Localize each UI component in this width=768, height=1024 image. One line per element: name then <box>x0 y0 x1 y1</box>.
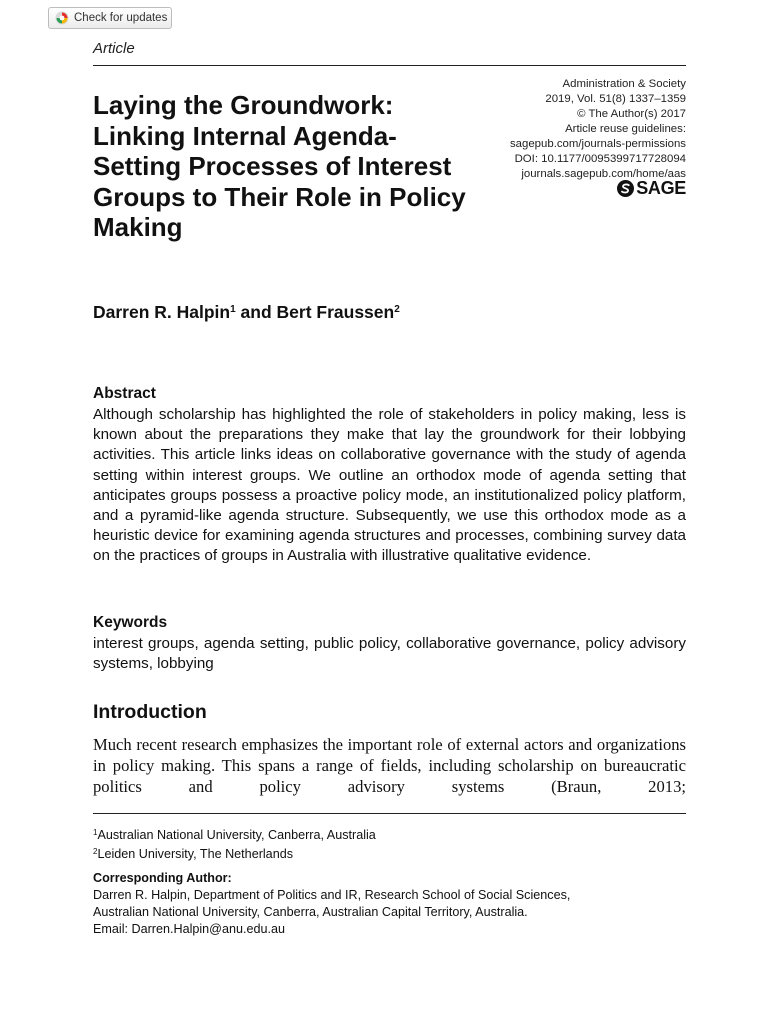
affiliation-mark: 1 <box>230 304 236 315</box>
footnote-mark: 2 <box>93 846 98 856</box>
top-divider <box>93 65 686 66</box>
check-for-updates-button[interactable] <box>48 7 172 29</box>
article-title: Laying the Groundwork: Linking Internal Agenda-Setting Processes of Interest Groups to Their Role in Policy Making <box>93 90 466 242</box>
doi-line[interactable]: DOI: 10.1177/0095399717728094 <box>514 153 686 165</box>
introduction-text: Much recent research emphasizes the important role of external actors and organizations in policy making. This spans a range of fields, including scholarship on bureaucratic politics and policy advisory systems (Braun, 2013; <box>93 735 686 796</box>
footnote-divider <box>93 813 686 814</box>
sage-logo-text: SAGE <box>636 178 686 198</box>
footnote-text: Leiden University, The Netherlands <box>97 846 293 861</box>
journal-name: Administration & Society <box>562 78 686 90</box>
footnote-text: Australian National University, Canberra, Australia <box>97 828 376 842</box>
abstract-text: Although scholarship has highlighted the role of stakeholders in policy making, less is known about the preparations they make that lay the groundwork for their lobbying activities. This article links ideas on collaborative governance with the study of agenda setting within interest groups. We outline an orthodox mode of agenda setting that anticipates groups possess a proactive policy mode, an institutionalized policy platform, and a pyramid-like agenda structure. Subsequently, we use this orthodox mode as a heuristic device for examining agenda structures and processes, combining survey data on the practices of groups in Australia with illustrative qualitative evidence. <box>93 406 686 565</box>
article-type-label: Article <box>93 40 135 57</box>
check-updates-icon <box>55 11 69 25</box>
affiliation-footnotes <box>93 825 376 862</box>
sage-logo <box>617 178 686 199</box>
corresponding-author <box>93 870 570 938</box>
footnote-item <box>93 844 376 863</box>
copyright-line: © The Author(s) 2017 <box>577 108 686 120</box>
footnote-item <box>93 825 376 844</box>
reuse-label: Article reuse guidelines: <box>565 123 686 135</box>
journal-home-link[interactable]: journals.sagepub.com/home/aas <box>521 168 686 180</box>
journal-meta <box>510 77 686 182</box>
reuse-link[interactable]: sagepub.com/journals-permissions <box>509 138 686 150</box>
author-list <box>93 302 400 323</box>
corresponding-heading: Corresponding Author: <box>93 871 232 885</box>
author-name[interactable]: Darren R. Halpin <box>93 302 231 322</box>
corresponding-line: Darren R. Halpin, Department of Politics and IR, Research School of Social Sciences, <box>93 888 571 902</box>
footnote-mark: 1 <box>93 828 98 837</box>
keywords-text: interest groups, agenda setting, public policy, collaborative governance, policy advisory systems, lobbying <box>93 635 686 673</box>
volume-line: 2019, Vol. 51(8) 1337–1359 <box>545 93 686 105</box>
author-joiner: and <box>235 302 277 322</box>
introduction-heading: Introduction <box>93 701 207 723</box>
corresponding-line: Australian National University, Canberra, Australian Capital Territory, Australia. <box>93 905 528 919</box>
keywords-heading: Keywords <box>93 614 168 631</box>
abstract-heading: Abstract <box>93 385 156 402</box>
corresponding-email[interactable]: Email: Darren.Halpin@anu.edu.au <box>93 922 285 936</box>
affiliation-mark: 2 <box>394 304 400 315</box>
author-name[interactable]: Bert Fraussen <box>276 302 395 322</box>
check-for-updates-label: Check for updates <box>74 12 168 24</box>
sage-logo-icon <box>617 180 634 197</box>
